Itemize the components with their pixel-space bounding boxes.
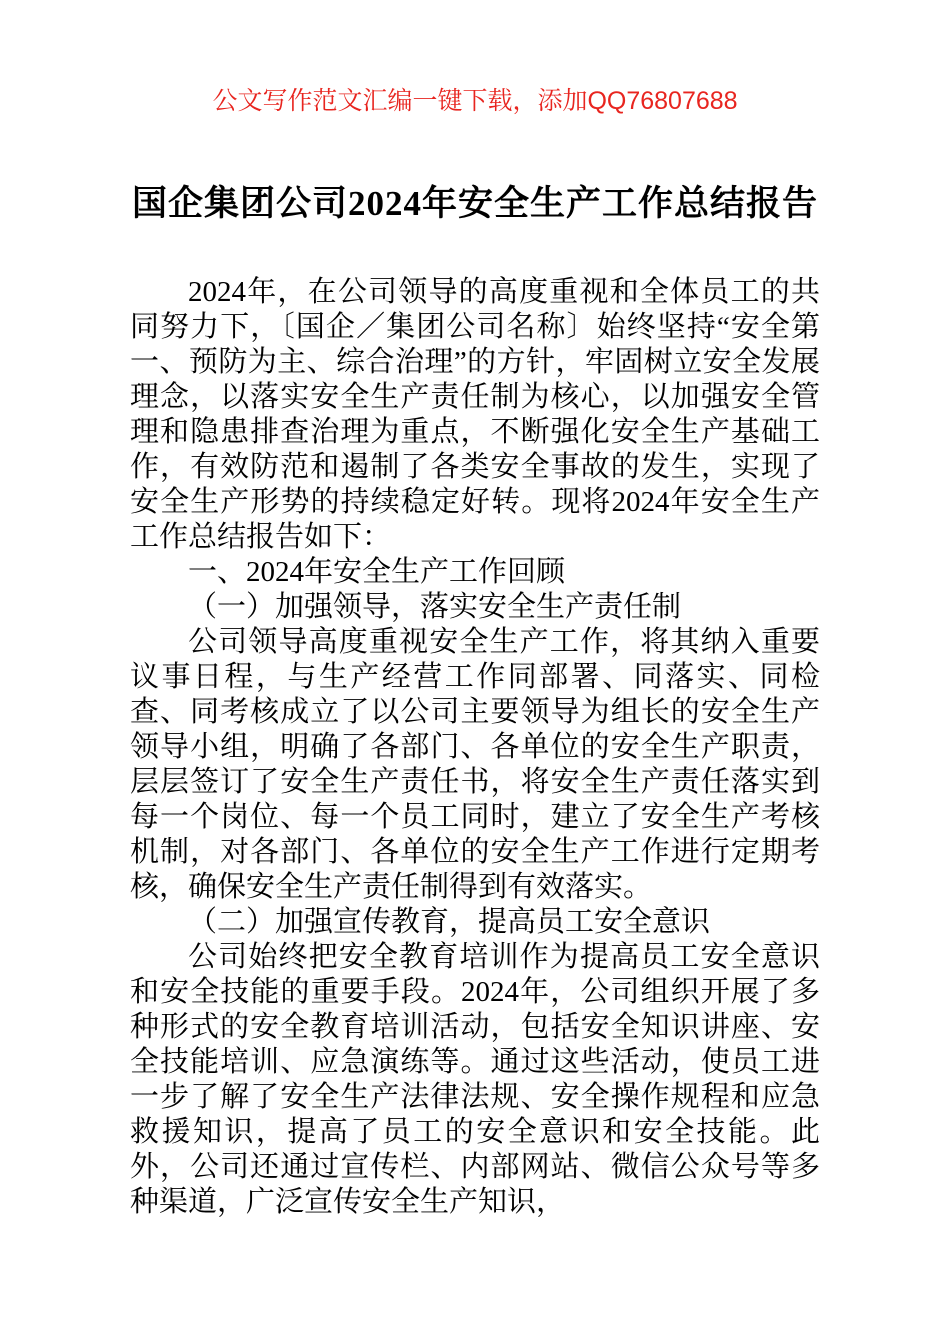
body-paragraph: 公司领导高度重视安全生产工作，将其纳入重要议事日程，与生产经营工作同部署、同落实、同检查、同考核成立了以公司主要领导为组长的安全生产领导小组，明确了各部门、各单位的安全生产职责，层层签订了安全生产责任书，将安全生产责任落实到每一个岗位、每一个员工同时，建立了安全生产考核机制，对各部门、各单位的安全生产工作进行定期考核，确保安全生产责任制得到有效落实。 [130,626,820,903]
promo-banner: 公文写作范文汇编一键下载，添加QQ76807688 [212,87,738,115]
section-heading: （二）加强宣传教育，提高员工安全意识 [188,906,711,938]
document-title: 国企集团公司2024年安全生产工作总结报告 [131,184,818,223]
section-heading: （一）加强领导，落实安全生产责任制 [188,591,682,623]
body-paragraph: 公司始终把安全教育培训作为提高员工安全意识和安全技能的重要手段。2024年，公司组织开展了多种形式的安全教育培训活动，包括安全知识讲座、安全技能培训、应急演练等。通过这些活动，使员工进一步了解了安全生产法律法规、安全操作规程和应急救援知识，提高了员工的安全意识和安全技能。此外，公司还通过宣传栏、内部网站、微信公众号等多种渠道，广泛宣传安全生产知识， [130,941,820,1218]
body-paragraph: 2024年，在公司领导的高度重视和全体员工的共同努力下，〔国企／集团公司名称〕始终坚持“安全第一、预防为主、综合治理”的方针，牢固树立安全发展理念，以落实安全生产责任制为核心，以加强安全管理和隐患排查治理为重点，不断强化安全生产基础工作，有效防范和遏制了各类安全事故的发生，实现了安全生产形势的持续稳定好转。现将2024年安全生产工作总结报告如下： [130,276,820,553]
document-body [130,275,820,1220]
section-heading: 一、2024年安全生产工作回顾 [188,556,566,588]
